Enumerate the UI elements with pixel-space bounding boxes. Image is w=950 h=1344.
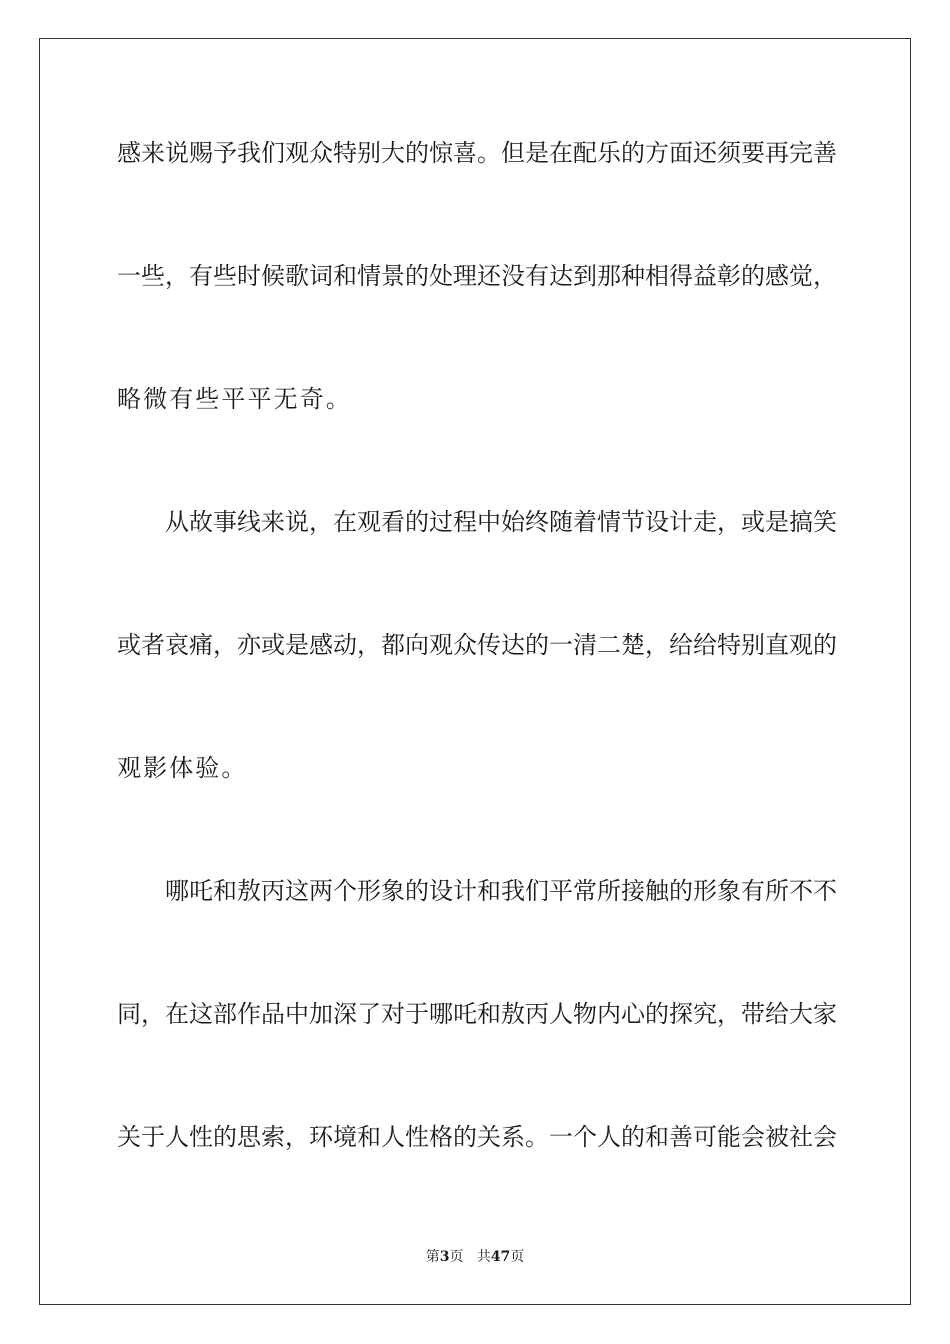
total-prefix: 共: [476, 1249, 491, 1265]
body-text-line-4: 从故事线来说，在观看的过程中始终随着情节设计走，或是搞笑: [165, 508, 837, 536]
page-prefix: 第: [425, 1249, 440, 1265]
page-border: [39, 38, 911, 1305]
body-text-line-9: 关于人性的思索，环境和人性格的关系。一个人的和善可能会被社会: [117, 1123, 837, 1151]
body-text-line-1: 感来说赐予我们观众特别大的惊喜。但是在配乐的方面还须要再完善: [117, 139, 837, 167]
body-text-line-7: 哪吒和敖丙这两个形象的设计和我们平常所接触的形象有所不不: [165, 877, 837, 905]
body-text-line-6: 观影体验。: [117, 754, 248, 782]
body-text-line-3: 略微有些平平无奇。: [117, 385, 352, 413]
body-text-line-8: 同，在这部作品中加深了对于哪吒和敖丙人物内心的探究，带给大家: [117, 1000, 837, 1028]
body-text-line-2: 一些，有些时候歌词和情景的处理还没有达到那种相得益彰的感觉，: [117, 262, 837, 290]
total-suffix: 页: [510, 1249, 525, 1265]
page-footer: [0, 1248, 950, 1266]
page-number: 3: [439, 1249, 450, 1265]
total-pages: 47: [490, 1249, 511, 1265]
page-suffix: 页: [449, 1249, 464, 1265]
body-text-line-5: 或者哀痛，亦或是感动，都向观众传达的一清二楚，给给特别直观的: [117, 631, 837, 659]
